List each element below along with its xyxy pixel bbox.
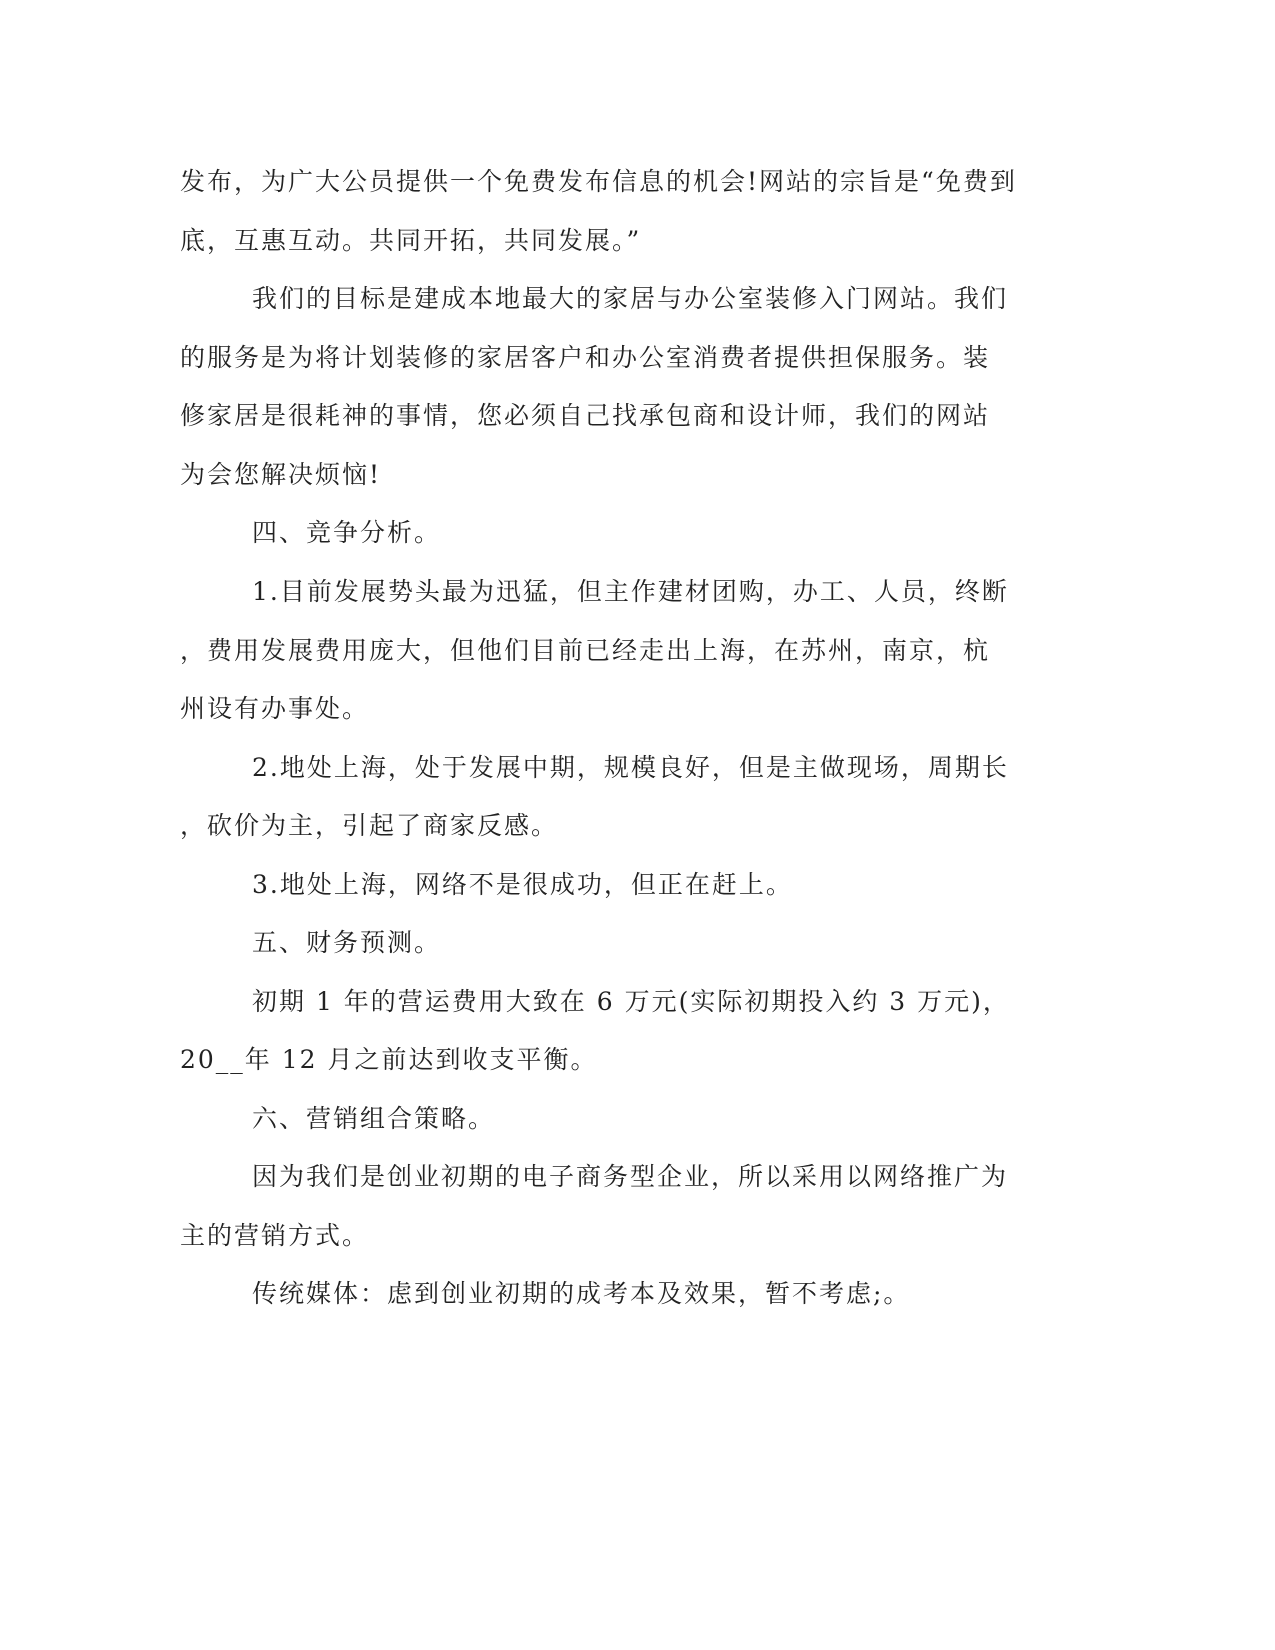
section-heading: 四、竞争分析。 [252,518,442,547]
paragraph-line: 1.目前发展势头最为迅猛，但主作建材团购，办工、人员，终断 [252,577,1009,606]
paragraph-line: 修家居是很耗神的事情，您必须自己找承包商和设计师，我们的网站 [180,401,991,430]
paragraph-line: 州设有办事处。 [180,694,370,723]
paragraph-line: 传统媒体：虑到创业初期的成考本及效果，暂不考虑;。 [252,1279,911,1308]
paragraph-line: 20__年 12 月之前达到收支平衡。 [180,1045,598,1074]
paragraph-line: 初期 1 年的营运费用大致在 6 万元(实际初期投入约 3 万元)， [252,987,1010,1016]
paragraph-line: ，费用发展费用庞大，但他们目前已经走出上海，在苏州，南京，杭 [180,636,991,665]
paragraph-line: 的服务是为将计划装修的家居客户和办公室消费者提供担保服务。装 [180,343,991,372]
paragraph-line: 我们的目标是建成本地最大的家居与办公室装修入门网站。我们 [252,284,1009,313]
paragraph-line: 主的营销方式。 [180,1221,370,1250]
section-heading: 五、财务预测。 [252,928,442,957]
paragraph-line: ，砍价为主，引起了商家反感。 [180,811,559,840]
paragraph-line: 因为我们是创业初期的电子商务型企业，所以采用以网络推广为 [252,1162,1009,1191]
paragraph-line: 发布，为广大公员提供一个免费发布信息的机会!网站的宗旨是“免费到 [180,167,1017,196]
paragraph-line: 底，互惠互动。共同开拓，共同发展。” [180,226,642,255]
paragraph-line: 2.地处上海，处于发展中期，规模良好，但是主做现场，周期长 [252,753,1009,782]
paragraph-line: 3.地处上海，网络不是很成功，但正在赶上。 [252,870,793,899]
section-heading: 六、营销组合策略。 [252,1104,496,1133]
paragraph-line: 为会您解决烦恼! [180,460,382,489]
